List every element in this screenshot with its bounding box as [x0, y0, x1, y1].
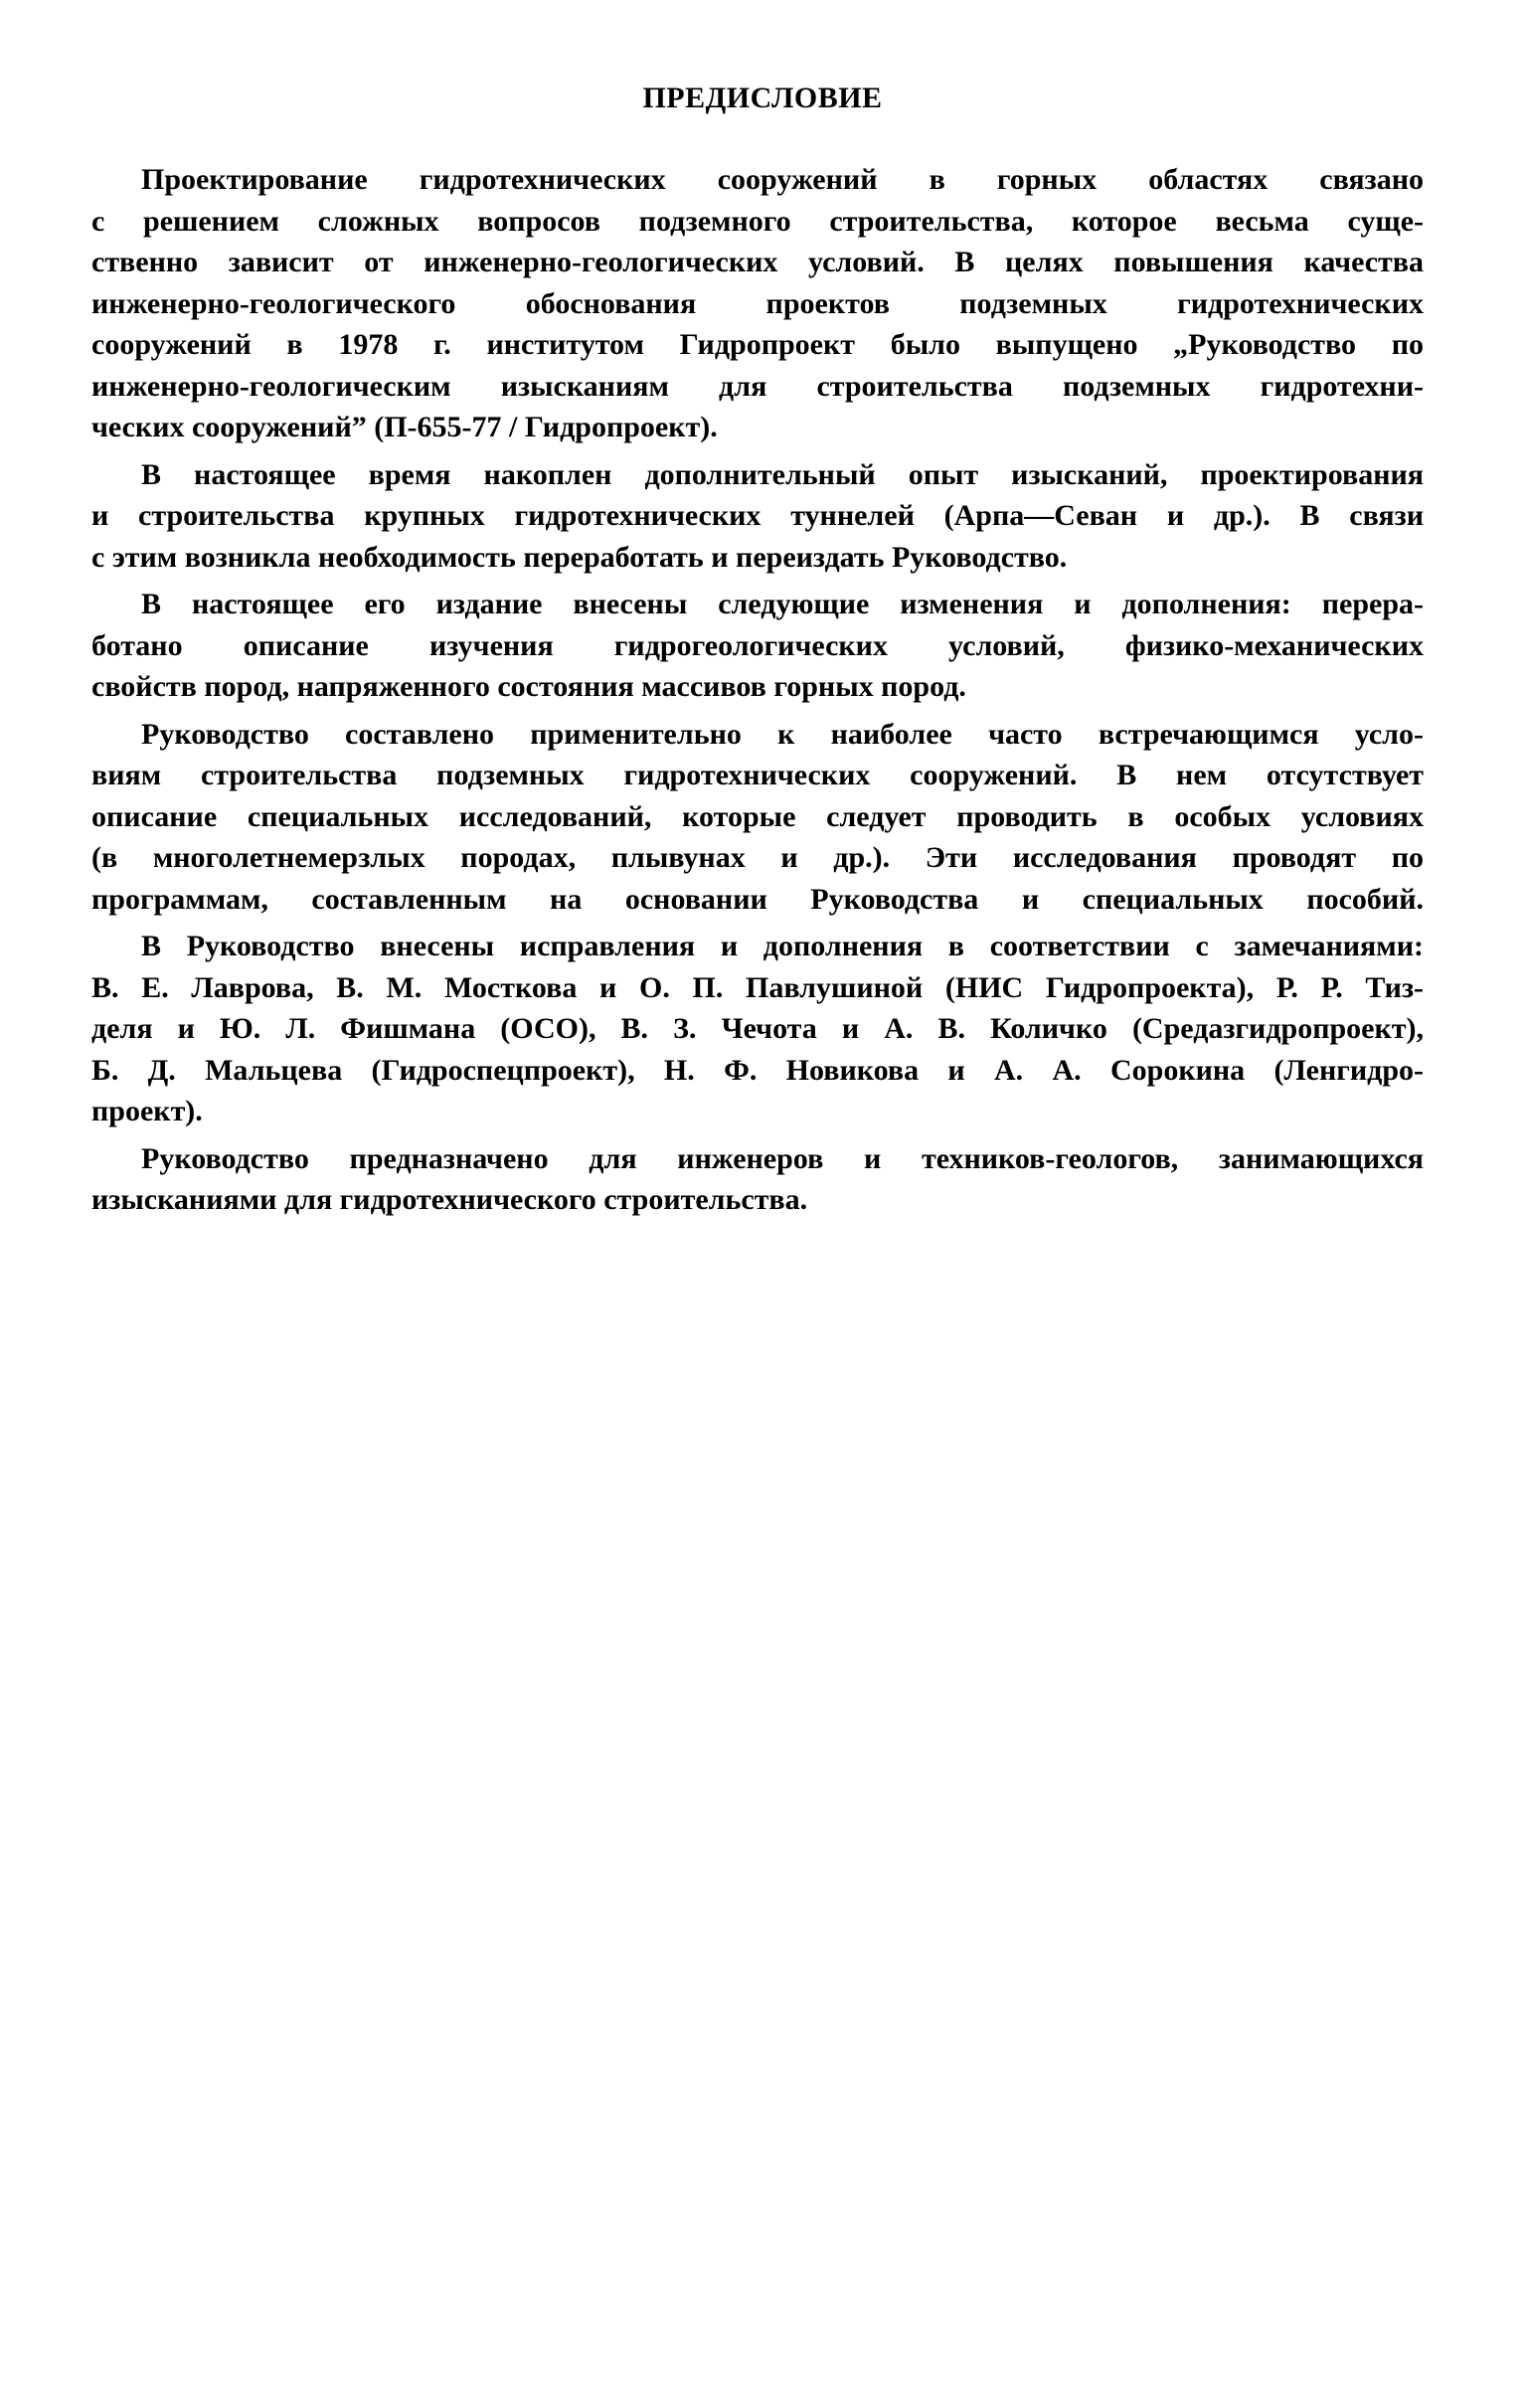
paragraph-6 — [91, 1138, 1424, 1221]
text-line: с решением сложных вопросов подземного строительства, которое весьма суще- — [91, 204, 1424, 238]
text-line: свойств пород, напряженного состояния массивов горных пород. — [91, 670, 966, 703]
text-line: изысканиями для гидротехнического строительства. — [91, 1183, 808, 1216]
text-line: ческих сооружений” (П-655-77 / Гидропроект). — [91, 411, 718, 443]
text-line: инженерно-геологическим изысканиям для строительства подземных гидротехни- — [91, 369, 1424, 403]
text-line: виям строительства подземных гидротехнических сооружений. В нем отсутствует — [91, 759, 1424, 791]
text-line: проект). — [91, 1095, 203, 1127]
text-line: Руководство составлено применительно к наиболее часто встречающимся усло- — [141, 717, 1424, 751]
paragraph-5 — [91, 926, 1424, 1132]
text-line: с этим возникла необходимость переработать и переиздать Руководство. — [91, 540, 1068, 574]
text-line: деля и Ю. Л. Фишмана (ОСО), В. З. Чечота и А. В. Количко (Средазгидропроект), — [91, 1012, 1424, 1045]
text-line: ботано описание изучения гидрогеологических условий, физико-механических — [91, 628, 1424, 662]
text-line: Руководство предназначено для инженеров и техников-геологов, занимающихся — [141, 1141, 1424, 1175]
text-line: инженерно-геологического обоснования проектов подземных гидротехнических — [91, 286, 1424, 320]
text-line: В Руководство внесены исправления и дополнения в соответствии с замечаниями: — [141, 930, 1424, 962]
paragraph-3 — [91, 584, 1424, 708]
preface-body — [91, 159, 1424, 1227]
text-line: В. Е. Лаврова, В. М. Мосткова и О. П. Павлушиной (НИС Гидропроекта), Р. Р. Тиз- — [91, 970, 1424, 1004]
page-title: ПРЕДИСЛОВИЕ — [642, 82, 883, 114]
text-line: В настоящее время накоплен дополнительный опыт изысканий, проектирования — [141, 457, 1424, 491]
text-line: Б. Д. Мальцева (Гидроспецпроект), Н. Ф. Новикова и А. А. Сорокина (Ленгидро- — [91, 1053, 1424, 1087]
text-line: Проектирование гидротехнических сооружений в горных областях связано — [141, 163, 1424, 196]
text-line: программам, составленным на основании Руководства и специальных пособий. — [91, 882, 1424, 916]
text-line: и строительства крупных гидротехнических туннелей (Арпа—Севан и др.). В связи — [91, 499, 1424, 532]
text-line: сооружений в 1978 г. институтом Гидропроект было выпущено „Руководство по — [91, 328, 1424, 361]
text-line: (в многолетнемерзлых породах, плывунах и др.). Эти исследования проводят по — [91, 841, 1424, 874]
paragraph-2 — [91, 454, 1424, 579]
text-line: В настоящее его издание внесены следующие изменения и дополнения: перера- — [141, 588, 1424, 620]
text-line: описание специальных исследований, которые следует проводить в особых условиях — [91, 799, 1424, 833]
paragraph-4 — [91, 714, 1424, 921]
paragraph-1 — [91, 159, 1424, 448]
text-line: ственно зависит от инженерно-геологических условий. В целях повышения качества — [91, 246, 1424, 278]
